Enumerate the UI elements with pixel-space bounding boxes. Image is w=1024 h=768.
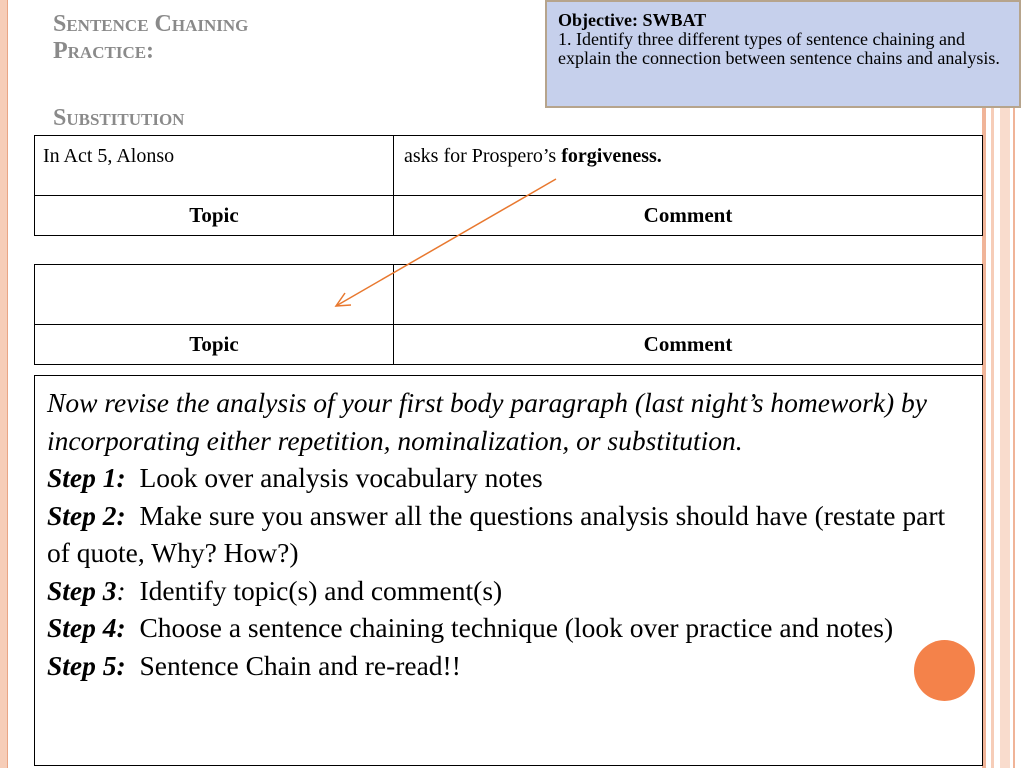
table-row bbox=[35, 136, 983, 196]
step-5 bbox=[47, 647, 970, 685]
step-colon: : bbox=[116, 574, 126, 606]
step-text: Make sure you answer all the questions analysis should have (restate part of quote, Why? How?) bbox=[47, 499, 946, 568]
step-1 bbox=[47, 459, 970, 497]
step-text: Identify topic(s) and comment(s) bbox=[139, 574, 503, 606]
instructions-box bbox=[34, 375, 983, 766]
objective-box bbox=[545, 0, 1021, 108]
title-line-2: Practice: bbox=[53, 38, 155, 64]
table-row bbox=[35, 325, 983, 365]
step-label: Step 2: bbox=[47, 499, 126, 531]
title-line-1: Sentence Chaining bbox=[53, 11, 249, 37]
topic-label: Topic bbox=[35, 325, 394, 365]
step-label: Step 3 bbox=[47, 574, 117, 606]
step-text: Choose a sentence chaining technique (look over practice and notes) bbox=[139, 612, 894, 643]
comment-label: Comment bbox=[394, 196, 983, 236]
objective-text: 1. Identify three different types of sentence chaining and explain the connection between sentence chains and analysis. bbox=[558, 29, 1000, 68]
table-row bbox=[35, 196, 983, 236]
left-decorative-border bbox=[0, 0, 8, 768]
instructions-intro: Now revise the analysis of your first body paragraph (last night’s homework) by incorporating either repetition, nominalization, or substitution. bbox=[47, 387, 927, 456]
slide-title bbox=[53, 11, 353, 131]
slide-subtitle: Substitution bbox=[53, 105, 185, 131]
topic-cell: In Act 5, Alonso bbox=[35, 136, 394, 196]
step-label: Step 5: bbox=[47, 649, 126, 681]
topic-comment-table-practice bbox=[34, 264, 983, 365]
comment-bold-word: forgiveness. bbox=[561, 145, 662, 167]
table-row bbox=[35, 265, 983, 325]
comment-cell-empty[interactable] bbox=[394, 265, 983, 325]
right-decorative-line-3 bbox=[1000, 0, 1010, 768]
step-3 bbox=[47, 572, 970, 610]
topic-label: Topic bbox=[35, 196, 394, 236]
step-text: Sentence Chain and re-read!! bbox=[139, 649, 461, 681]
objective-heading: Objective: SWBAT bbox=[558, 10, 707, 30]
right-decorative-line-4 bbox=[1013, 0, 1015, 768]
comment-cell bbox=[394, 136, 983, 196]
comment-label: Comment bbox=[394, 325, 983, 365]
right-decorative-line-2 bbox=[991, 0, 994, 768]
step-4 bbox=[47, 609, 970, 647]
step-text: Look over analysis vocabulary notes bbox=[139, 462, 543, 493]
topic-comment-table-example bbox=[34, 135, 983, 236]
topic-cell-empty[interactable] bbox=[35, 265, 394, 325]
step-label: Step 4: bbox=[47, 612, 126, 643]
comment-text: asks for Prospero’s bbox=[404, 145, 562, 167]
decorative-orange-circle bbox=[914, 640, 975, 701]
step-2 bbox=[47, 497, 970, 572]
step-label: Step 1: bbox=[47, 462, 126, 493]
